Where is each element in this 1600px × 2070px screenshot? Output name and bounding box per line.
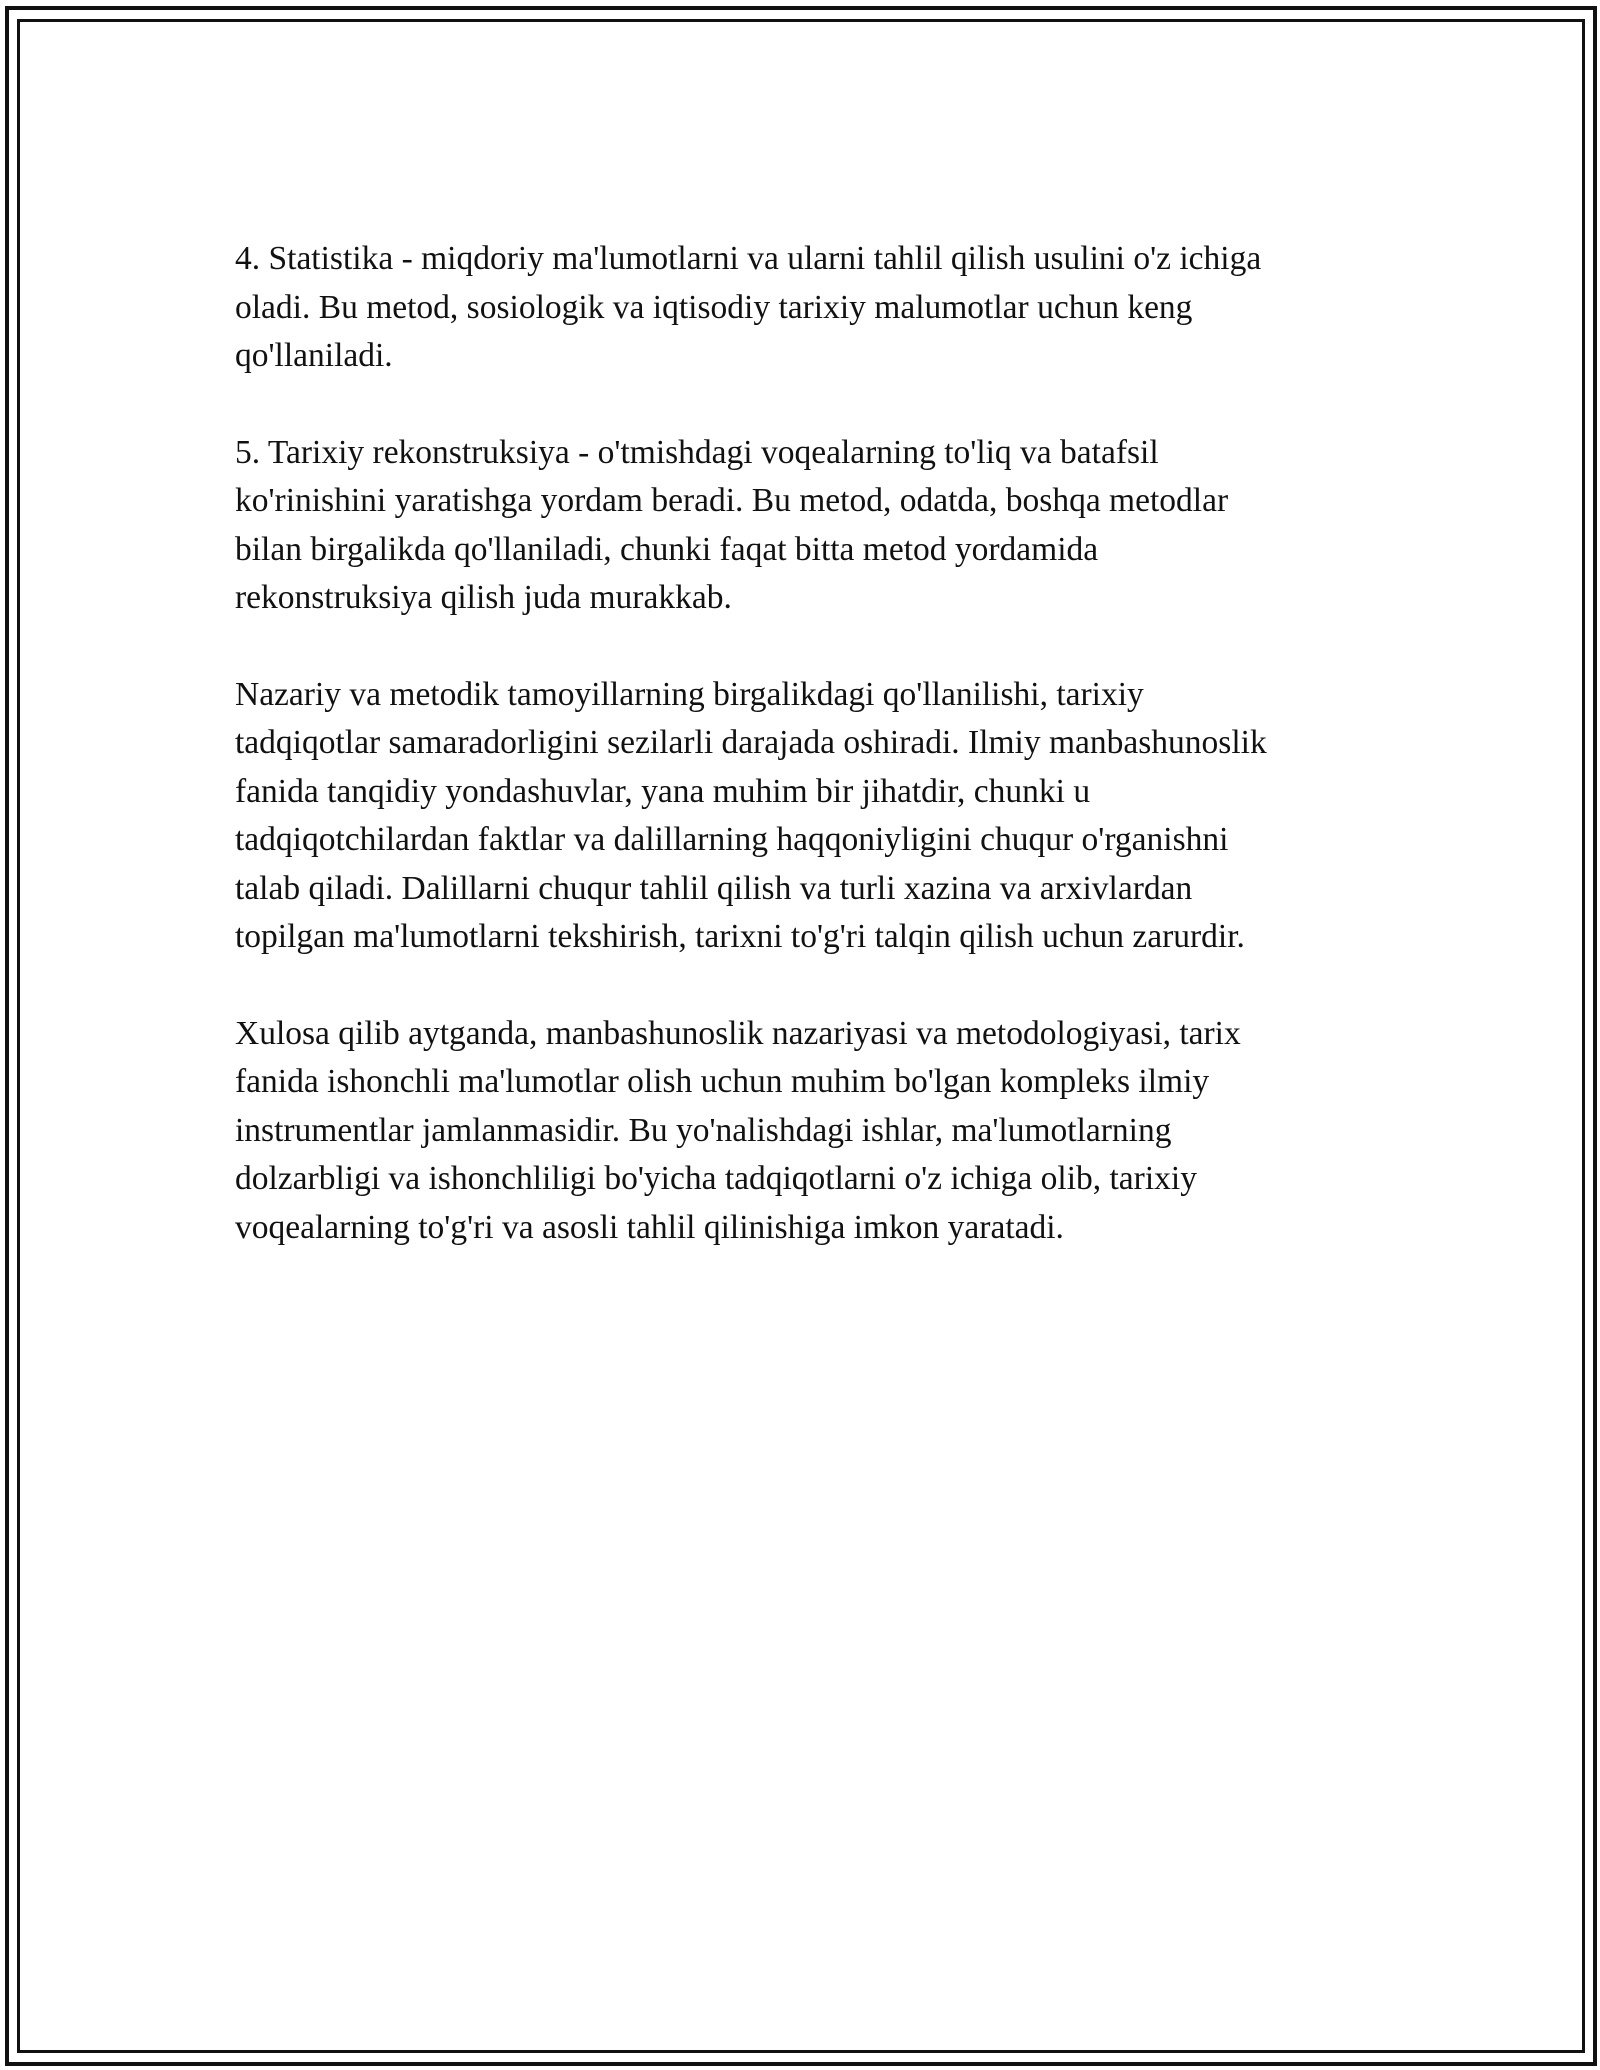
paragraph-nazariy-metodik: Nazariy va metodik tamoyillarning birgalikdagi qo'llanilishi, tarixiy tadqiqotlar samaradorligini sezilarli darajada oshiradi. Ilmiy manbashunoslik fanida tanqidiy yondashuvlar, yana muhim bir jihatdir, chunki u tadqiqotchilardan faktlar va dalillarning haqqoniyligini chuqur o'rganishni talab qiladi. Dalillarni chuqur tahlil qilish va turli xazina va arxivlardan topilgan ma'lumotlarni tekshirish, tarixni to'g'ri talqin qilish uchun zarurdir.: [235, 675, 1267, 955]
paragraph-xulosa: Xulosa qilib aytganda, manbashunoslik nazariyasi va metodologiyasi, tarix fanida ishonchli ma'lumotlar olish uchun muhim bo'lgan kompleks ilmiy instrumentlar jamlanmasidir. Bu yo'nalishdagi ishlar, ma'lumotlarning dolzarbligi va ishonchliligi bo'yicha tadqiqotlarni o'z ichiga olib, tarixiy voqealarning to'g'ri va asosli tahlil qilinishiga imkon yaratadi.: [235, 1014, 1241, 1246]
document-body: [235, 235, 1385, 1300]
paragraph-tarixiy-rekonstruksiya: 5. Tarixiy rekonstruksiya - o'tmishdagi voqealarning to'liq va batafsil ko'rinishini yaratishga yordam beradi. Bu metod, odatda, boshqa metodlar bilan birgalikda qo'llaniladi, chunki faqat bitta metod yordamida rekonstruksiya qilish juda murakkab.: [235, 433, 1229, 616]
paragraph-statistika: 4. Statistika - miqdoriy ma'lumotlarni va ularni tahlil qilish usulini o'z ichiga oladi. Bu metod, sosiologik va iqtisodiy tarixiy malumotlar uchun keng qo'llaniladi.: [235, 240, 1262, 374]
